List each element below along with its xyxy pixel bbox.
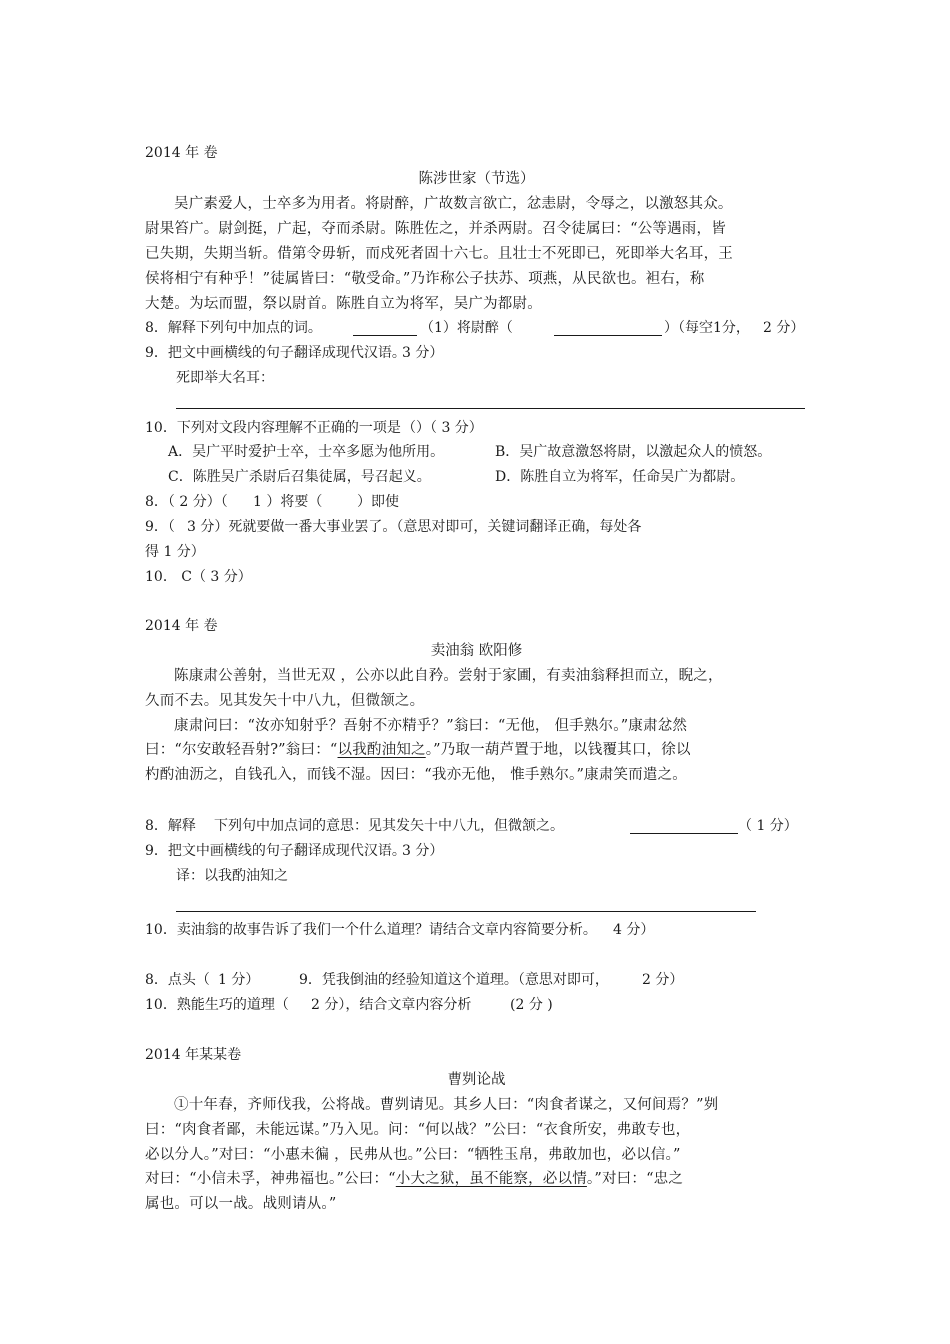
section2-passage-line-5: 杓酌油沥之，自钱孔入，而钱不湿。因曰：“我亦无他， 惟手熟尔。”康肃笑而遣之。	[145, 767, 687, 783]
s1-q8-blank-2[interactable]	[554, 335, 662, 336]
s1-q8-points: 2 分）	[763, 320, 805, 336]
s1-q8-blank-1[interactable]	[353, 335, 417, 336]
s2-q9-mark: 译	[176, 868, 190, 884]
s2-q9-translate-label	[176, 864, 288, 888]
s2-answer-9-points: 2 分）	[642, 972, 684, 988]
section3-passage-line-3: 必以分人。”对曰：“小惠未徧 ，民弗从也。”公曰：“牺牲玉帛，弗敢加也，必以信。”	[145, 1147, 681, 1163]
s2-answer-10b: 2 分），结合文章内容分析	[311, 997, 472, 1013]
section3-passage-line-1: ①十年春，齐师伐我，公将战。曹刿请见。其乡人曰：“肉食者谋之，又何间焉？”刿	[174, 1097, 719, 1113]
s1-q10-option-b: B．吴广故意激怒将尉，以激起众人的愤怒。	[495, 444, 772, 460]
section1-title: 陈涉世家（节选）	[418, 171, 535, 187]
section1-passage-line-3: 已失期，失期当斩。借第令毋斩，而戍死者固十六七。且壮士不死即已，死即举大名耳，王	[145, 246, 733, 262]
s1-q10-points: （）（ 3 分）	[402, 420, 483, 436]
s1-answer-8b: 1 ）将要（	[253, 494, 323, 510]
section1-passage-line-4: 侯将相宁有种乎！”徒属皆曰：“敬受命。”乃诈称公子扶苏、项燕，从民欲也。袒右，称	[145, 271, 705, 287]
section1-passage-line-1: 吴广素爱人，士卒多为用者。将尉醉，广故数言欲亡，忿恚尉，令辱之，以激怒其众。	[174, 196, 733, 212]
s2-q9-prompt: 9．把文中画横线的句子翻译成现代汉语。	[145, 843, 406, 859]
section2-passage-line-2: 久而不去。见其发矢十中八九，但微颔之。	[145, 693, 425, 709]
section3-passage-line-2: 曰：“肉食者鄙，未能远谋。”乃入见。问：“何以战？”公曰：“衣食所安，弗敢专也，	[145, 1122, 691, 1138]
section1-passage-line-5: 大楚。为坛而盟，祭以尉首。陈胜自立为将军，吴广为都尉。	[145, 296, 542, 312]
s2-line4-part1: 曰：“尔安敢轻吾射?”翁曰：“	[145, 742, 338, 758]
s2-underlined-sentence: 以我酌油知之	[337, 742, 426, 758]
s3-line4-part3: 。”对曰：“忠之	[586, 1171, 684, 1187]
s1-q8-item-1: （1）将尉醉（	[420, 320, 513, 336]
s2-answer-10c: (2 分 )	[510, 997, 553, 1013]
section1-heading: 2014 年 卷	[145, 145, 218, 161]
section2-passage-line-4	[145, 738, 808, 762]
s1-q8-prompt: 8．解释下列句中加点的词。	[145, 320, 322, 336]
section2-title: 卖油翁 欧阳修	[430, 643, 523, 659]
s2-q10-points: 4 分）	[613, 922, 655, 938]
section3-passage-line-4	[145, 1167, 808, 1191]
section1-passage-line-2: 尉果笞广。尉剑挺，广起，夺而杀尉。陈胜佐之，并杀两尉。召令徒属曰：“公等遇雨，皆	[145, 221, 726, 237]
s1-answer-8a: 8．（ 2 分）（	[145, 494, 228, 510]
s3-underlined-sentence: 小大之狱，虽不能察，必以情	[395, 1171, 587, 1187]
s2-q9-points: 3 分）	[402, 843, 444, 859]
s1-q10-prompt: 10．下列对文段内容理解不正确的一项是	[145, 420, 401, 436]
s1-answer-8c: ）即使	[357, 494, 399, 510]
section3-heading: 2014 年某某卷	[145, 1047, 242, 1063]
s2-answer-8b: 1 分）	[218, 972, 260, 988]
s2-q9-sentence: ：以我酌油知之	[190, 868, 288, 884]
s1-q9-points: 3 分）	[402, 345, 444, 361]
s2-line4-part3: 。”乃取一葫芦置于地，以钱覆其口，徐以	[425, 742, 691, 758]
s1-q10-option-a: A．吴广平时爱护士卒，士卒多愿为他所用。	[168, 444, 445, 460]
s3-line4-part1: 对曰：“小信未孚，神弗福也。”公曰：“	[145, 1171, 396, 1187]
section2-heading: 2014 年 卷	[145, 618, 218, 634]
s1-answer-9c: 得 1 分）	[145, 544, 205, 560]
section3-title: 曹刿论战	[447, 1072, 506, 1088]
s2-answer-10a: 10．熟能生巧的道理（	[145, 997, 289, 1013]
s2-q8-blank[interactable]	[630, 833, 738, 834]
s1-q10-option-c: C．陈胜吴广杀尉后召集徒属，号召起义。	[168, 469, 431, 485]
s2-answer-9: 9．凭我倒油的经验知道这个道理。（意思对即可，	[299, 972, 609, 988]
section2-passage-line-3: 康肃问曰：“汝亦知射乎？吾射不亦精乎？”翁曰：“无他， 但手熟尔。”康肃忿然	[174, 718, 688, 734]
s1-answer-10: 10． C（ 3 分）	[145, 569, 252, 585]
s2-answer-8a: 8．点头（	[145, 972, 210, 988]
s2-q8-prompt: 8．解释	[145, 818, 196, 834]
s1-q9-translate-label: 死即举大名耳：	[176, 370, 274, 386]
s1-q9-prompt: 9．把文中画横线的句子翻译成现代汉语。	[145, 345, 406, 361]
s2-q8-points: （ 1 分）	[738, 818, 798, 834]
s1-answer-9a: 9．（	[145, 519, 175, 535]
s2-q9-answer-line[interactable]	[176, 911, 756, 912]
section3-passage-line-5: 属也。可以一战。战则请从。”	[145, 1196, 337, 1212]
s1-q8-item-2: ）（每空1分，	[664, 320, 750, 336]
section2-passage-line-1: 陈康肃公善射，当世无双 ，公亦以此自矜。尝射于家圃，有卖油翁释担而立，睨之，	[174, 668, 723, 684]
s2-q8-text: 下列句中加点词的意思：见其发矢十中八九，但微颔之。	[214, 818, 564, 834]
s1-q10-option-d: D．陈胜自立为将军，任命吴广为都尉。	[495, 469, 745, 485]
s2-q10-prompt: 10．卖油翁的故事告诉了我们一个什么道理？请结合文章内容简要分析。	[145, 922, 597, 938]
s1-q9-answer-line[interactable]	[176, 408, 805, 409]
s1-answer-9b: 3 分）死就要做一番大事业罢了。（意思对即可，关键词翻译正确，每处各	[187, 519, 642, 535]
